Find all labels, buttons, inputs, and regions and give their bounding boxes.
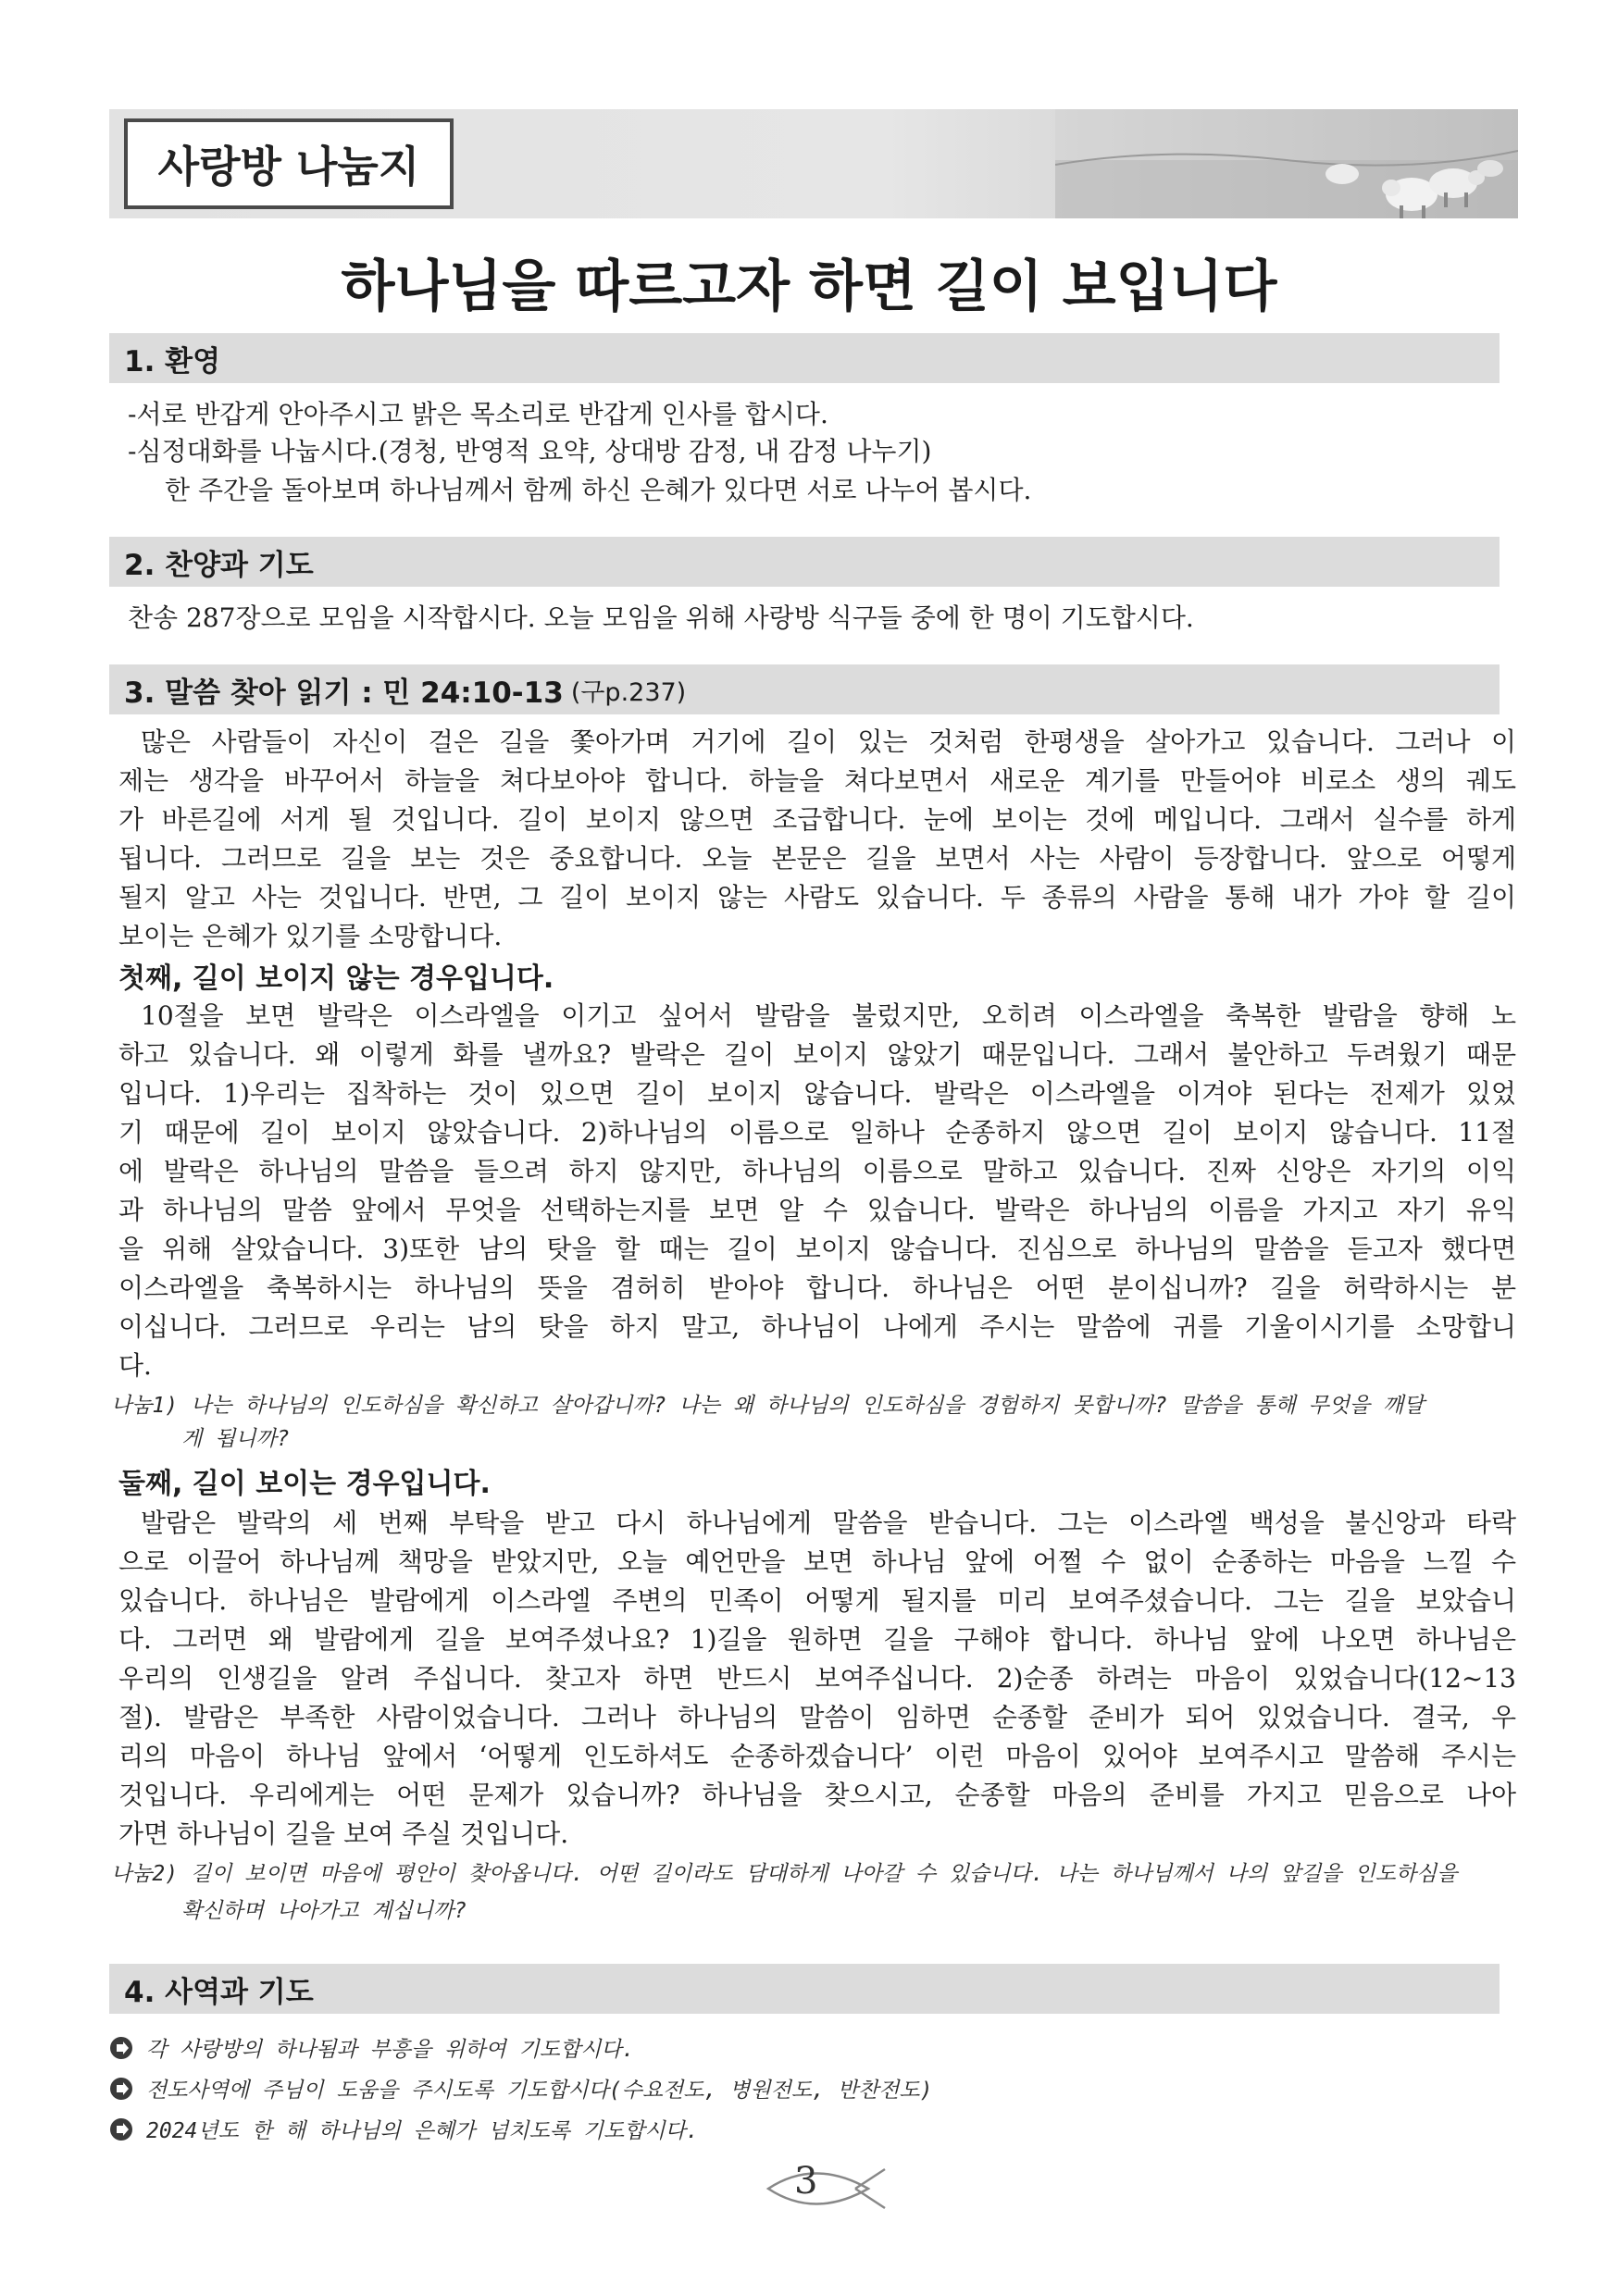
first-line: 다. [118, 1350, 152, 1381]
first-point-heading: 첫째, 길이 보이지 않는 경우입니다. [118, 962, 554, 995]
section-heading-welcome [109, 333, 1500, 383]
fish-icon [759, 2156, 889, 2221]
share-question-1: 나눔1) 나는 하나님의 인도하심을 확신하고 살아갑니까? 나는 왜 하나님의 인도하심을 경험하지 못합니까? 말씀을 통해 무엇을 깨달 [111, 1394, 1425, 1418]
second-line: 발람은 발락의 세 번째 부탁을 받고 다시 하나님에게 말씀을 받습니다. 그는 이스라엘 백성을 불신앙과 타락 [141, 1508, 1516, 1538]
section-heading-praise [109, 537, 1500, 587]
second-line: 것입니다. 우리에게는 어떤 문제가 있습니까? 하나님을 찾으시고, 순종할 마음의 준비를 가지고 믿음으로 나아 [118, 1780, 1516, 1810]
first-line: 이십니다. 그러므로 우리는 남의 탓을 하지 말고, 하나님이 나에게 주시는 말씀에 귀를 기울이시기를 소망합니 [118, 1311, 1516, 1342]
page-title: 하나님을 따르고자 하면 길이 보입니다 [341, 254, 1277, 319]
section-heading-reading [109, 664, 1500, 714]
intro-line: 될지 알고 사는 것입니다. 반면, 그 길이 보이지 않는 사람도 있습니다. 두 종류의 사람을 통해 내가 가야 할 길이 [118, 882, 1516, 912]
first-line: 이스라엘을 축복하시는 하나님의 뜻을 겸허히 받아야 합니다. 하나님은 어떤 분이십니까? 길을 허락하시는 분 [118, 1272, 1516, 1303]
first-line: 입니다. 1)우리는 집착하는 것이 있으면 길이 보이지 않습니다. 발락은 이스라엘을 이겨야 된다는 전제가 있었 [118, 1078, 1516, 1109]
first-line: 과 하나님의 말씀 앞에서 무엇을 선택하는지를 보면 알 수 있습니다. 발락은 하나님의 이름을 가지고 자기 유익 [118, 1195, 1516, 1225]
prayer-item-text: 전도사역에 주님이 도움을 주시도록 기도합시다(수요전도, 병원전도, 반찬전도) [146, 2079, 933, 2103]
section-heading-text: 3. 말씀 찾아 읽기 : 민 24:10-13 [124, 676, 564, 710]
sheep-scene-image [1055, 109, 1518, 218]
prayer-item [109, 2073, 932, 2104]
first-line: 을 위해 살았습니다. 3)또한 남의 탓을 할 때는 길이 보이지 않습니다. 진심으로 하나님의 말씀을 듣고자 했다면 [118, 1234, 1516, 1264]
second-line: 있습니다. 하나님은 발람에게 이스라엘 주변의 민족이 어떻게 될지를 미리 보여주셨습니다. 그는 길을 보았습니 [118, 1585, 1516, 1616]
second-point-heading: 둘째, 길이 보이는 경우입니다. [118, 1468, 491, 1500]
welcome-line: -심정대화를 나눕시다.(경청, 반영적 요약, 상대방 감정, 내 감정 나누기) [128, 436, 932, 466]
second-line: 절). 발람은 부족한 사람이었습니다. 그러나 하나님의 말씀이 임하면 순종할 준비가 되어 있었습니다. 결국, 우 [118, 1702, 1516, 1732]
intro-line: 많은 사람들이 자신이 걸은 길을 쫓아가며 거기에 길이 있는 것처럼 한평생을 살아가고 있습니다. 그러나 이 [141, 726, 1516, 757]
share-question-2-cont: 확신하며 나아가고 계십니까? [181, 1899, 467, 1923]
second-line: 리의 마음이 하나님 앞에서 ‘어떻게 인도하셔도 순종하겠습니다’ 이런 마음이 있어야 보여주시고 말씀해 주시는 [118, 1741, 1516, 1771]
scripture-reference: (구p.237) [570, 677, 687, 707]
arrow-circle-icon [109, 2036, 133, 2060]
first-line: 10절을 보면 발락은 이스라엘을 이기고 싶어서 발람을 불렀지만, 오히려 이스라엘을 축복한 발람을 향해 노 [141, 1000, 1516, 1031]
header-label: 사랑방 나눔지 [124, 118, 454, 209]
intro-line: 가 바른길에 서게 될 것입니다. 길이 보이지 않으면 조급합니다. 눈에 보이는 것에 메입니다. 그래서 실수를 하게 [118, 804, 1516, 835]
intro-line: 제는 생각을 바꾸어서 하늘을 쳐다보아야 합니다. 하늘을 쳐다보면서 새로운 계기를 만들어야 비로소 생의 궤도 [118, 765, 1516, 796]
section-heading-text: 2. 찬양과 기도 [124, 548, 314, 582]
first-line: 기 때문에 길이 보이지 않았습니다. 2)하나님의 이름으로 일하나 순종하지 않으면 길이 보이지 않습니다. 11절 [118, 1117, 1516, 1148]
second-line: 가면 하나님이 길을 보여 주실 것입니다. [118, 1818, 569, 1849]
second-line: 우리의 인생길을 알려 주십니다. 찾고자 하면 반드시 보여주십니다. 2)순종 하려는 마음이 있었습니다(12~13 [118, 1663, 1516, 1694]
prayer-item [109, 2032, 634, 2063]
prayer-item [109, 2114, 699, 2144]
first-line: 에 발락은 하나님의 말씀을 들으려 하지 않지만, 하나님의 이름으로 말하고 있습니다. 진짜 신앙은 자기의 이익 [118, 1156, 1516, 1186]
praise-text: 찬송 287장으로 모임을 시작합시다. 오늘 모임을 위해 사랑방 식구들 중에 한 명이 기도합시다. [128, 602, 1194, 633]
first-line: 하고 있습니다. 왜 이렇게 화를 낼까요? 발락은 길이 보이지 않았기 때문입니다. 그래서 불안하고 두려웠기 때문 [118, 1039, 1516, 1070]
share-question-1-cont: 게 됩니까? [181, 1427, 290, 1451]
arrow-circle-icon [109, 2117, 133, 2141]
welcome-line: -서로 반갑게 안아주시고 밝은 목소리로 반갑게 인사를 합시다. [128, 399, 828, 429]
second-line: 으로 이끌어 하나님께 책망을 받았지만, 오늘 예언만을 보면 하나님 앞에 어쩔 수 없이 순종하는 마음을 느낄 수 [118, 1546, 1516, 1577]
second-line: 다. 그러면 왜 발람에게 길을 보여주셨나요? 1)길을 원하면 길을 구해야 합니다. 하나님 앞에 나오면 하나님은 [118, 1624, 1516, 1655]
prayer-item-text: 각 사랑방의 하나됨과 부흥을 위하여 기도합시다. [146, 2038, 635, 2062]
page-number: 3 [794, 2160, 818, 2203]
intro-line: 됩니다. 그러므로 길을 보는 것은 중요합니다. 오늘 본문은 길을 보면서 사는 사람이 등장합니다. 앞으로 어떻게 [118, 843, 1516, 874]
share-question-2: 나눔2) 길이 보이면 마음에 평안이 찾아옵니다. 어떤 길이라도 담대하게 나아갈 수 있습니다. 나는 하나님께서 나의 앞길을 인도하심을 [111, 1862, 1458, 1886]
section-heading-ministry [109, 1964, 1500, 2014]
section-heading-text: 4. 사역과 기도 [124, 1975, 314, 2009]
arrow-circle-icon [109, 2077, 133, 2101]
intro-line: 보이는 은혜가 있기를 소망합니다. [118, 921, 503, 951]
welcome-line: 한 주간을 돌아보며 하나님께서 함께 하신 은혜가 있다면 서로 나누어 봅시다. [165, 475, 1032, 505]
section-heading-text: 1. 환영 [124, 344, 221, 379]
prayer-item-text: 2024년도 한 해 하나님의 은혜가 넘치도록 기도합시다. [146, 2119, 699, 2143]
